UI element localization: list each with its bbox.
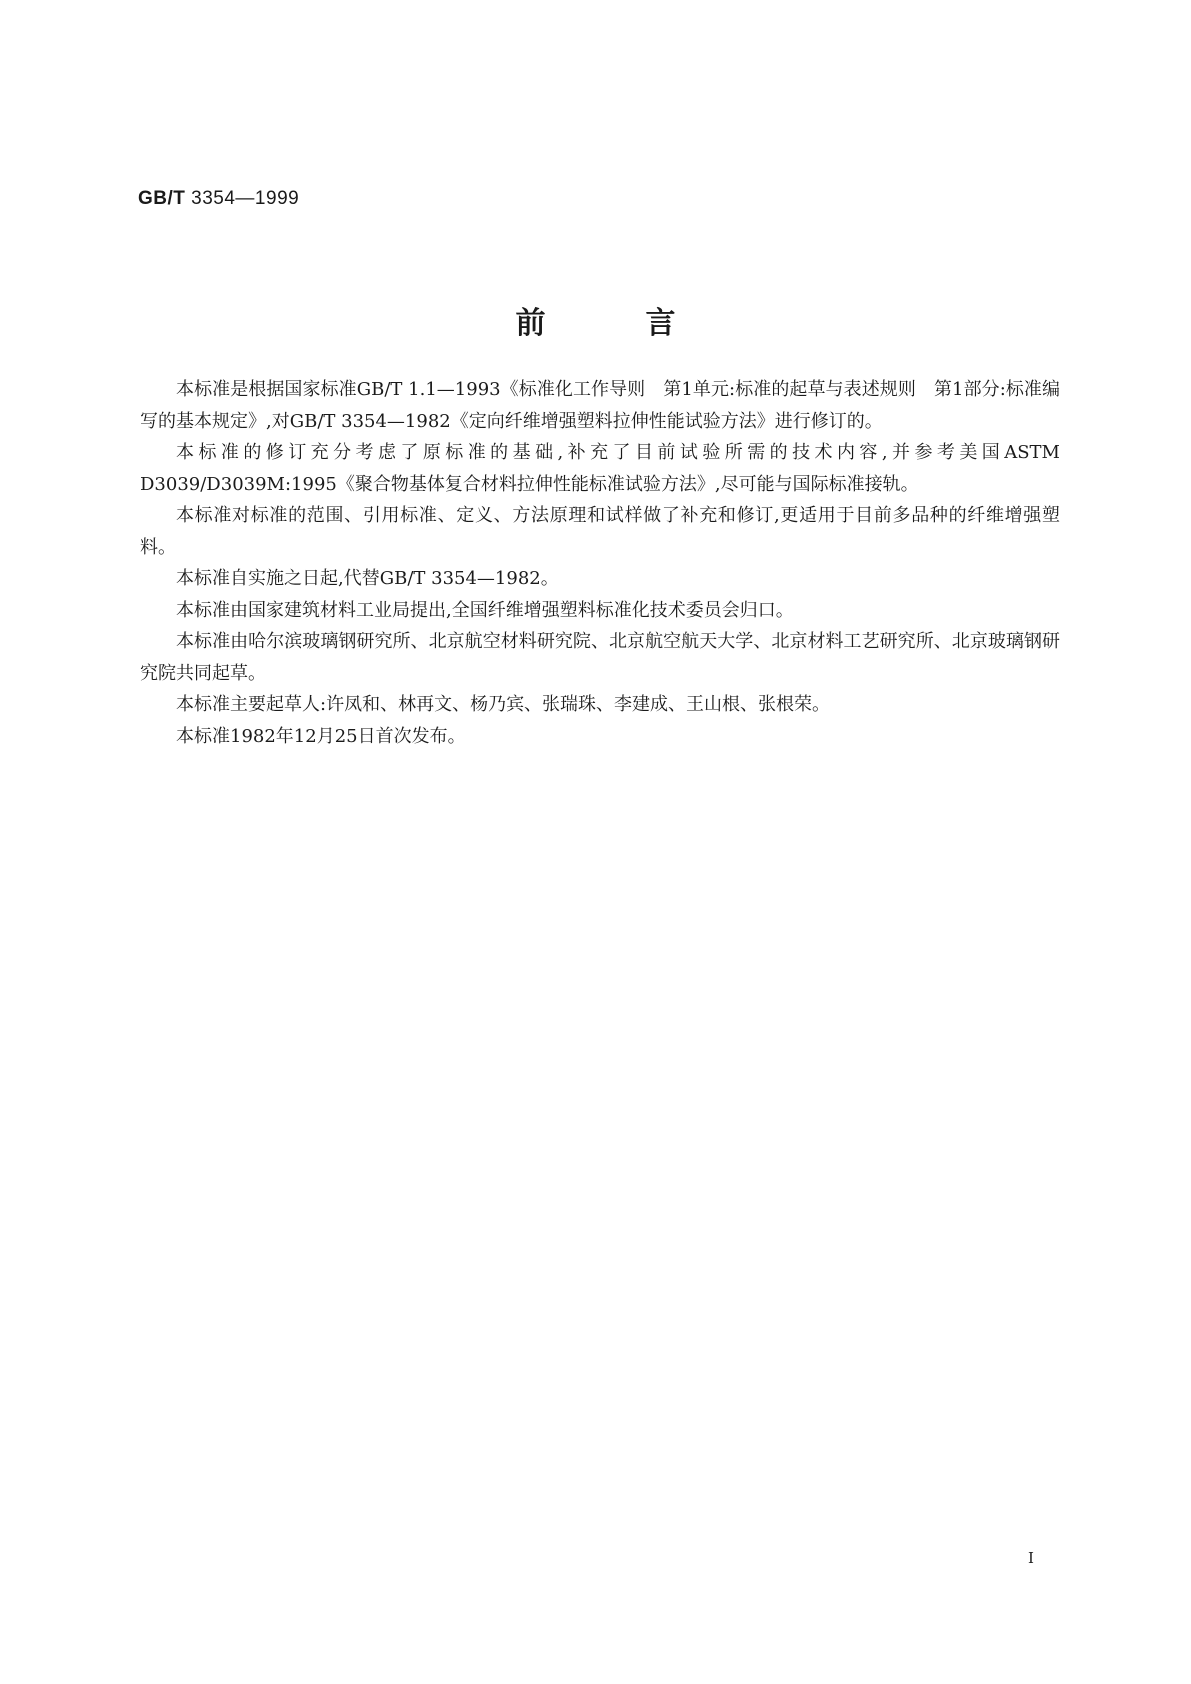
paragraph: 本标准的修订充分考虑了原标准的基础,补充了目前试验所需的技术内容,并参考美国ASTM D3039/D3039M:1995《聚合物基体复合材料拉伸性能标准试验方法》,尽可能与国际标准接轨。 [140, 442, 1060, 495]
paragraph: 本标准由哈尔滨玻璃钢研究所、北京航空材料研究院、北京航空航天大学、北京材料工艺研究所、北京玻璃钢研究院共同起草。 [140, 631, 1060, 684]
standard-prefix: GB/T [138, 188, 186, 209]
paragraph: 本标准主要起草人:许凤和、林再文、杨乃宾、张瑞珠、李建成、王山根、张根荣。 [176, 694, 831, 715]
foreword-body [140, 374, 1060, 752]
standard-number: 3354—1999 [185, 188, 300, 209]
paragraph: 本标准对标准的范围、引用标准、定义、方法原理和试样做了补充和修订,更适用于目前多品种的纤维增强塑料。 [140, 505, 1060, 558]
page-number: I [1028, 1549, 1034, 1567]
standard-code [138, 188, 299, 210]
paragraph: 本标准是根据国家标准GB/T 1.1—1993《标准化工作导则 第1单元:标准的起草与表述规则 第1部分:标准编写的基本规定》,对GB/T 3354—1982《定向纤维增强塑料拉伸性能试验方法》进行修订的。 [140, 379, 1060, 432]
page-title: 前言 [515, 306, 776, 341]
paragraph: 本标准1982年12月25日首次发布。 [176, 725, 466, 747]
paragraph: 本标准由国家建筑材料工业局提出,全国纤维增强塑料标准化技术委员会归口。 [176, 599, 794, 621]
paragraph: 本标准自实施之日起,代替GB/T 3354—1982。 [176, 568, 559, 589]
